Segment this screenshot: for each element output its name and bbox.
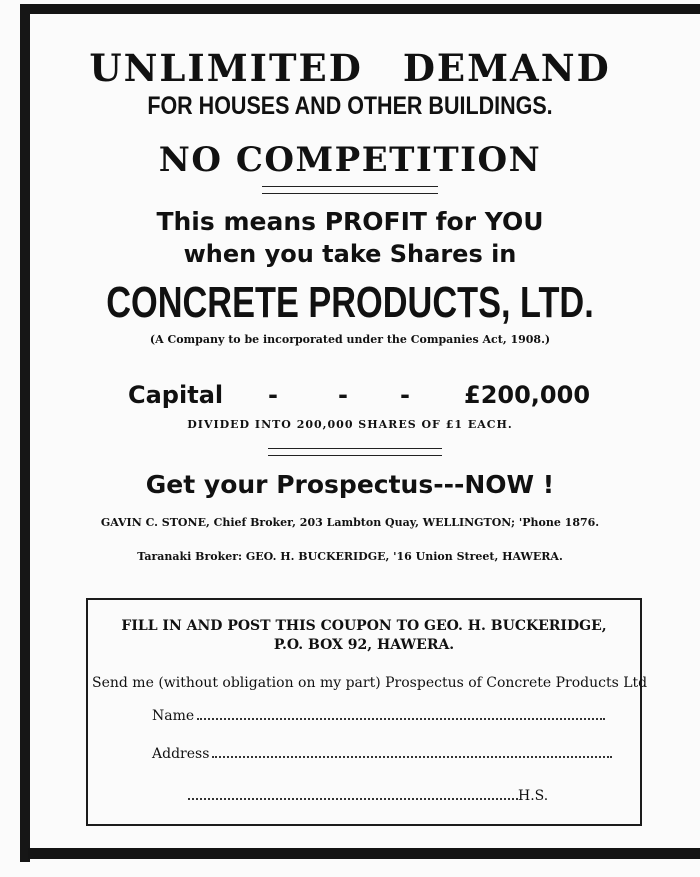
capital-label: Capital <box>128 381 224 409</box>
pitch-shares-line: when you take Shares in <box>183 240 517 268</box>
coupon-name-label: Name <box>152 708 195 724</box>
coupon-name-field[interactable] <box>152 708 605 724</box>
coupon-instruction-line1: FILL IN AND POST THIS COUPON TO GEO. H. BUCKERIDGE, <box>121 618 607 634</box>
left-border-rule <box>20 4 30 862</box>
signature-dotted-line[interactable] <box>188 788 518 800</box>
top-border-rule <box>28 4 700 14</box>
headline-word-demand: DEMAND <box>402 46 611 90</box>
bottom-border-rule <box>28 848 700 859</box>
capital-dash: - <box>400 381 410 409</box>
coupon-signature-field[interactable] <box>188 788 548 804</box>
capital-divided-note: DIVIDED INTO 200,000 SHARES OF £1 EACH. <box>187 418 513 431</box>
coupon-box <box>86 598 648 826</box>
coupon-address-label: Address <box>152 746 210 762</box>
pitch-profit-line: This means PROFIT for YOU <box>156 207 544 236</box>
taranaki-broker-line: Taranaki Broker: GEO. H. BUCKERIDGE, '16 Union Street, HAWERA. <box>137 550 563 563</box>
name-dotted-line[interactable] <box>197 708 605 720</box>
coupon-instruction-line2: P.O. BOX 92, HAWERA. <box>273 637 455 653</box>
chief-broker-line: GAVIN C. STONE, Chief Broker, 203 Lambton Quay, WELLINGTON; 'Phone 1876. <box>100 516 600 529</box>
coupon-signoff: H.S. <box>518 788 549 804</box>
coupon-request-text: Send me (without obligation on my part) Prospectus of Concrete Products Ltd <box>92 675 648 691</box>
headline-unlimited-demand <box>0 46 700 90</box>
capital-row <box>128 381 598 415</box>
double-rule-divider <box>268 448 442 456</box>
capital-amount: £200,000 <box>464 381 591 409</box>
headline-no-competition: NO COMPETITION <box>158 140 542 180</box>
company-incorporation-note: (A Company to be incorporated under the Companies Act, 1908.) <box>149 333 551 346</box>
call-to-action: Get your Prospectus---NOW ! <box>145 470 555 499</box>
headline-houses-buildings: FOR HOUSES AND OTHER BUILDINGS. <box>147 92 553 120</box>
coupon-address-field[interactable] <box>152 746 612 762</box>
capital-dash: - <box>268 381 278 409</box>
double-rule-divider <box>262 186 438 194</box>
headline-word-unlimited: UNLIMITED <box>89 46 363 90</box>
company-name: CONCRETE PRODUCTS, LTD. <box>106 278 594 327</box>
address-dotted-line[interactable] <box>212 746 612 758</box>
capital-dash: - <box>338 381 348 409</box>
